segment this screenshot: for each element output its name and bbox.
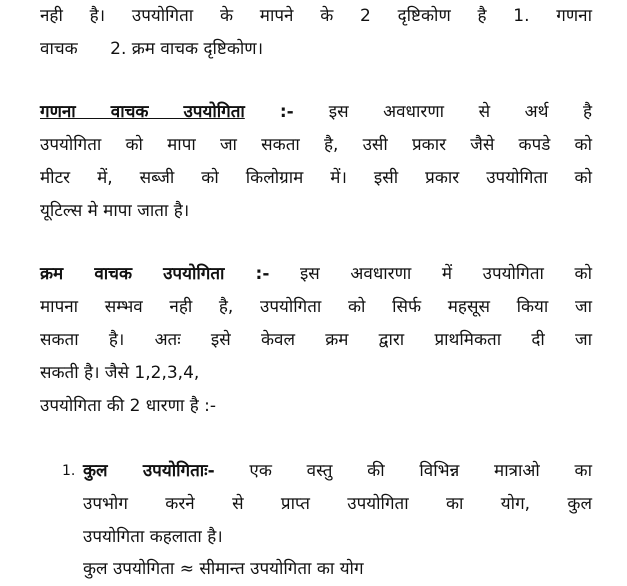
total-utility-formula: कुल उपयोगिता ≈ सीमान्त उपयोगिता का योग [83,559,364,579]
ordinal-line-1-text: इस अवधारणा में उपयोगिता को [269,264,592,284]
cardinal-line-4: यूटिल्स मे मापा जाता है। [40,201,190,221]
total-utility-line-1-text: एक वस्तु की विभिन्न मात्राओ का [214,461,592,481]
total-utility-heading: कुल उपयोगिताः- [83,461,215,481]
ordinal-line-4: सकती है। जैसे 1,2,3,4, [40,363,200,383]
total-utility-line-3: उपयोगिता कहलाता है। [83,527,223,547]
ordinal-line-2: मापना सम्भव नही है, उपयोगिता को सिर्फ महसूस किया जा [40,297,592,317]
total-utility-line-1 [83,455,592,488]
intro-line-1: नही है। उपयोगिता के मापने के 2 दृष्टिकोण है 1. गणना [40,6,592,26]
cardinal-line-3: मीटर में, सब्जी को किलोग्राम में। इसी प्रकार उपयोगिता को [40,168,592,188]
cardinal-line-2: उपयोगिता को मापा जा सकता है, उसी प्रकार जैसे कपडे को [40,135,592,155]
ordinal-line-5: उपयोगिता की 2 धारणा है :- [40,396,216,416]
total-utility-line-2: उपभोग करने से प्राप्त उपयोगिता का योग, कुल [83,494,592,514]
ordinal-utility-heading: क्रम वाचक उपयोगिता :- [40,264,270,284]
ordinal-line-3: सकता है। अतः इसे केवल क्रम द्वारा प्राथमिकता दी जा [40,330,592,350]
intro-line-2: वाचक 2. क्रम वाचक दृष्टिकोण। [40,39,264,59]
ordinal-line-1 [40,258,592,291]
cardinal-line-1-text: इस अवधारणा से अर्थ है [328,102,592,122]
cardinal-utility-heading: गणना वाचक उपयोगिता [40,102,245,122]
cardinal-separator: :- [244,102,329,122]
cardinal-line-1 [40,96,592,129]
list-number: 1. [62,463,76,479]
